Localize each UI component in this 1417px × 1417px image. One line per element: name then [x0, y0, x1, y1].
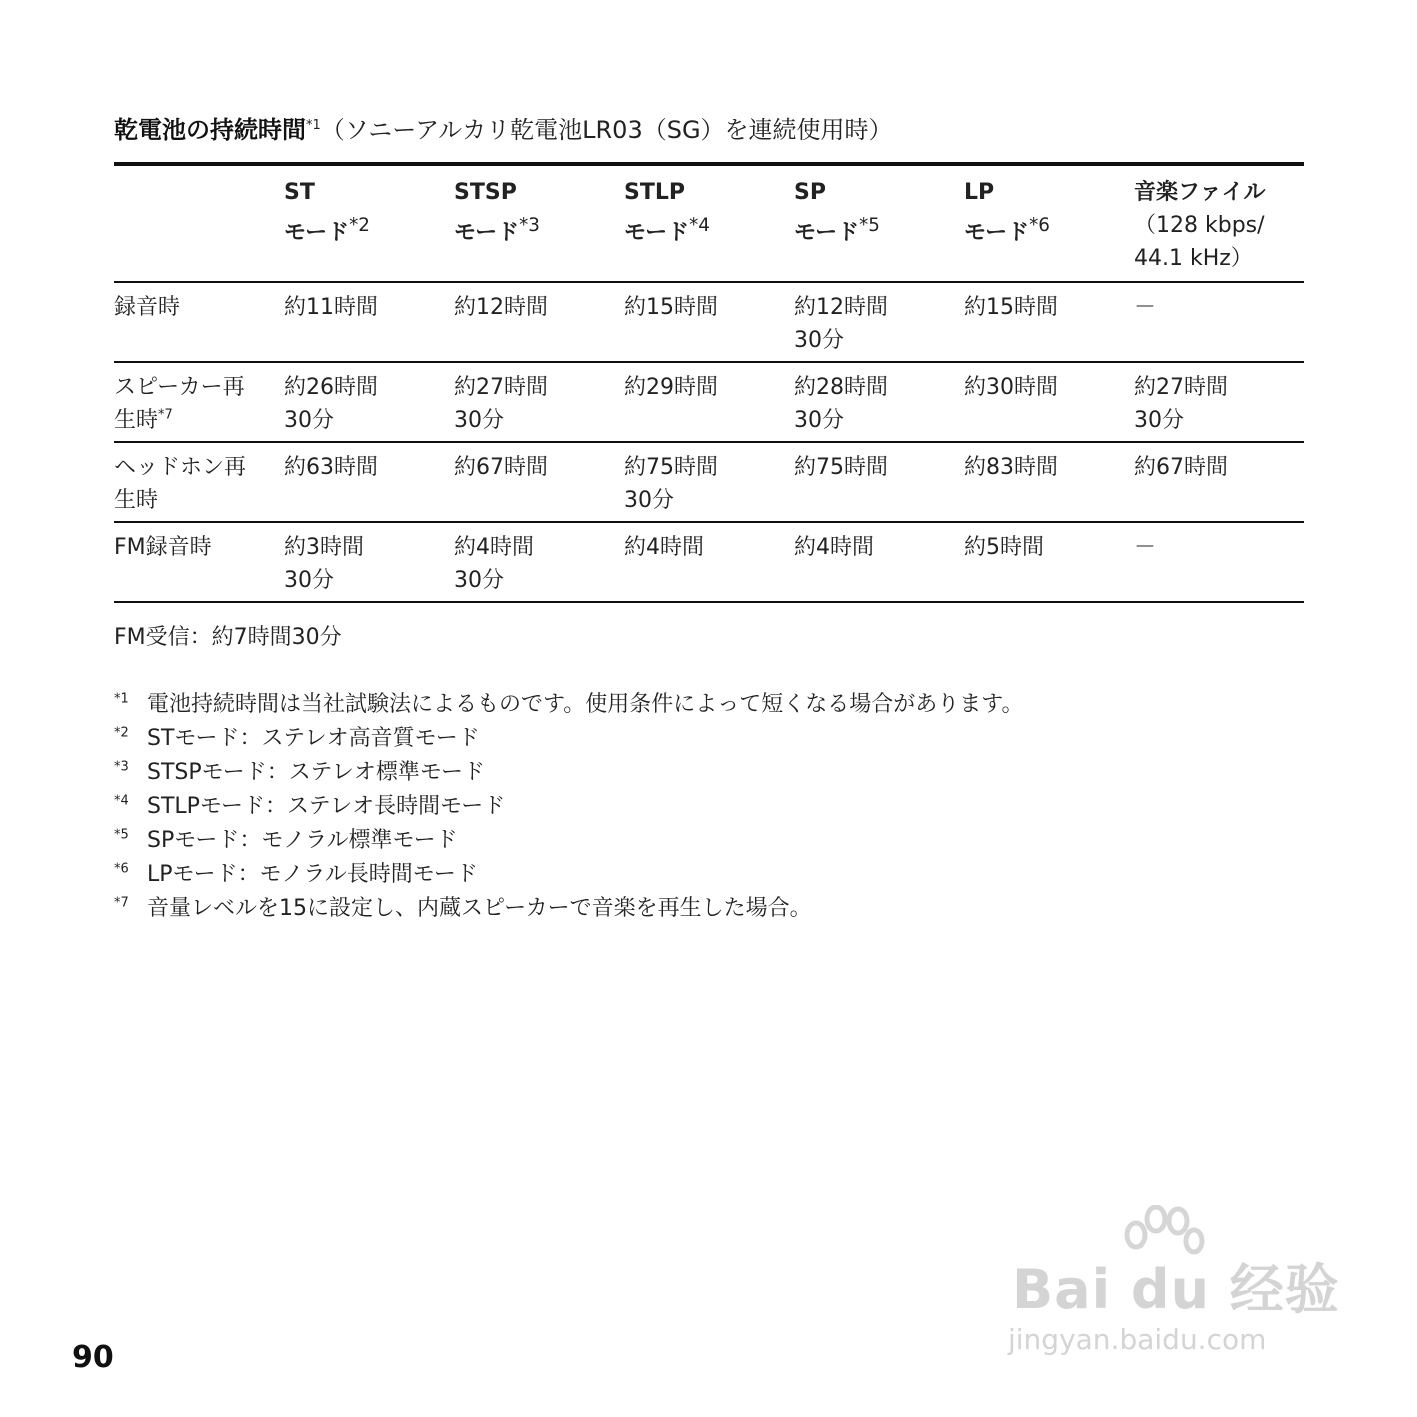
- table-cell: 約11時間: [284, 295, 378, 320]
- table-header-row: [114, 164, 1304, 282]
- table-row: [114, 282, 1304, 362]
- table-cell: 約15時間: [624, 295, 718, 320]
- footnote: $^{*2}$ STモード：ステレオ高音質モード: [114, 725, 480, 751]
- header-cell-stlp: STLP モード$^{*4}$: [624, 180, 710, 246]
- footnote: $^{*7}$ 音量レベルを15に設定し、内蔵スピーカーで音楽を再生した場合。: [114, 895, 812, 921]
- table-cell: 約5時間: [964, 535, 1044, 560]
- header-cell-empty: [114, 164, 284, 282]
- footnote: $^{*4}$ STLPモード：ステレオ長時間モード: [114, 793, 506, 819]
- footnotes: [114, 688, 1023, 926]
- table-row: [114, 362, 1304, 442]
- table-cell: －: [1134, 295, 1157, 320]
- header-cell-st: ST モード$^{*2}$: [284, 180, 370, 246]
- table-cell: 約75時間 30分: [624, 455, 718, 513]
- footnote: $^{*5}$ SPモード：モノラル標準モード: [114, 827, 458, 853]
- table-cell: 約67時間: [454, 455, 548, 480]
- header-cell-lp: LP モード$^{*6}$: [964, 180, 1050, 246]
- title-note-mark: *1: [306, 118, 321, 133]
- title-main: 乾電池の持続時間: [114, 116, 306, 144]
- header-cell-stsp: STSP モード$^{*3}$: [454, 180, 540, 246]
- table-cell: 約29時間: [624, 375, 718, 400]
- section-title: [114, 110, 893, 145]
- header-cell-sp: SP モード$^{*5}$: [794, 180, 880, 246]
- table-cell: 約12時間 30分: [794, 295, 888, 353]
- table-cell: 約3時間 30分: [284, 535, 364, 593]
- table-cell: 約30時間: [964, 375, 1058, 400]
- table-cell: 約4時間 30分: [454, 535, 534, 593]
- footnote: $^{*6}$ LPモード：モノラル長時間モード: [114, 861, 478, 887]
- watermark-logo-text: Bai du 经验: [1012, 1258, 1340, 1321]
- table-cell: 約4時間: [624, 535, 704, 560]
- title-subtitle: （ソニーアルカリ乾電池LR03（SG）を連続使用時）: [320, 116, 893, 144]
- table-cell: 約27時間 30分: [454, 375, 548, 433]
- watermark-url: jingyan.baidu.com: [1008, 1323, 1267, 1356]
- footnote: $^{*3}$ STSPモード：ステレオ標準モード: [114, 759, 485, 785]
- battery-life-table: [114, 162, 1304, 603]
- table-cell: 約67時間: [1134, 455, 1228, 480]
- table-cell: 約4時間: [794, 535, 874, 560]
- row-label: ヘッドホン再 生時: [114, 455, 247, 513]
- table-cell: 約27時間 30分: [1134, 375, 1228, 433]
- row-label: 録音時: [114, 295, 181, 320]
- table-cell: －: [1134, 535, 1157, 560]
- fm-reception-note: FM受信：約7時間30分: [114, 625, 342, 650]
- table-cell: 約28時間 30分: [794, 375, 888, 433]
- row-label: スピーカー再 生時$^{*7}$: [114, 375, 245, 433]
- table-cell: 約12時間: [454, 295, 548, 320]
- table-row: [114, 522, 1304, 602]
- row-label: FM録音時: [114, 535, 212, 560]
- table-cell: 約75時間: [794, 455, 888, 480]
- footnote: $^{*1}$ 電池持続時間は当社試験法によるものです。使用条件によって短くなる場合があります。: [114, 691, 1024, 717]
- table-cell: 約83時間: [964, 455, 1058, 480]
- table-cell: 約63時間: [284, 455, 378, 480]
- table-cell: 約26時間 30分: [284, 375, 378, 433]
- page-number: 90: [72, 1340, 114, 1375]
- table-cell: 約15時間: [964, 295, 1058, 320]
- header-cell-music-file: 音楽ファイル （128 kbps/ 44.1 kHz）: [1134, 180, 1266, 271]
- baidu-watermark: [1000, 1205, 1340, 1370]
- table-row: [114, 442, 1304, 522]
